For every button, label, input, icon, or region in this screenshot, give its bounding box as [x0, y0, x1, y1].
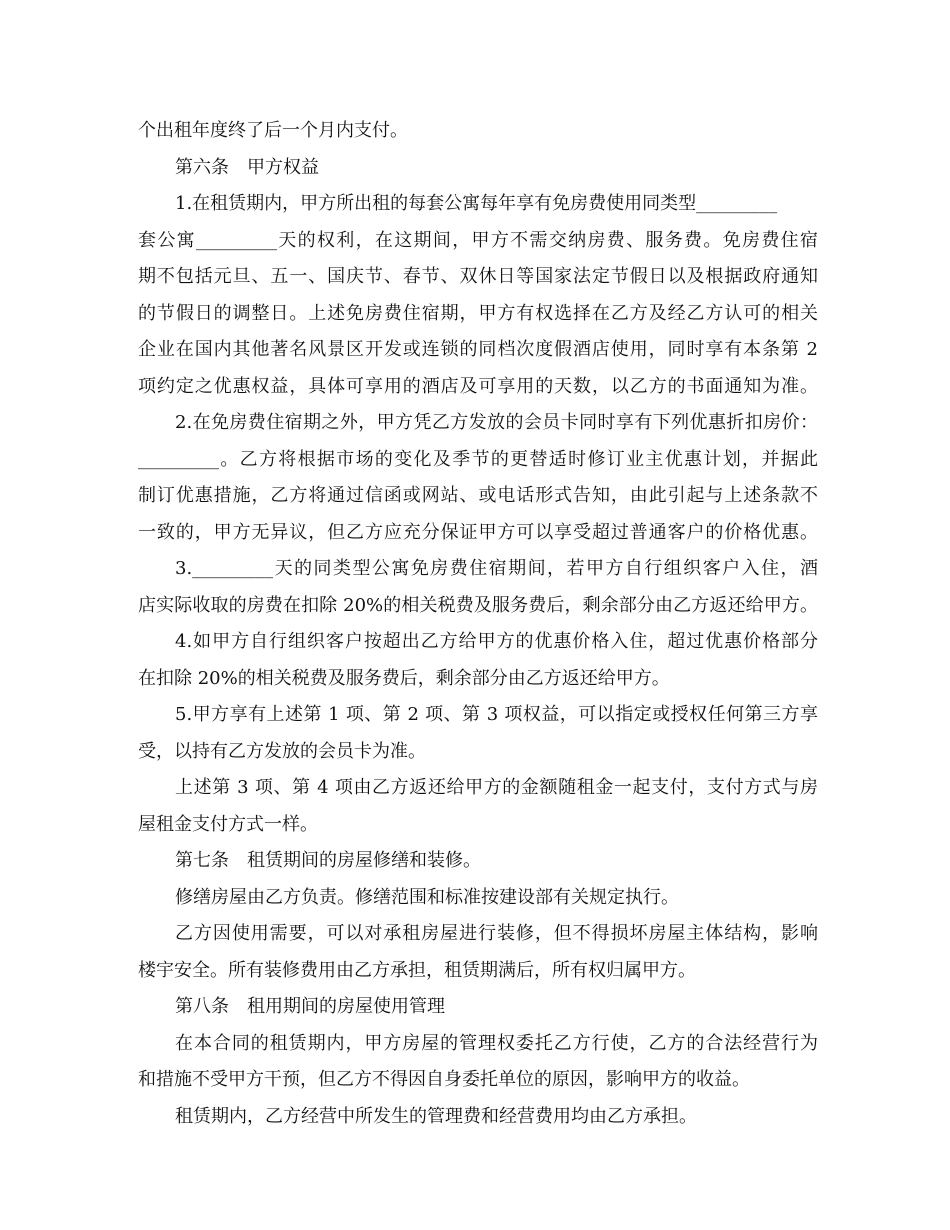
- text-line: 屋租金支付方式一样。: [138, 813, 318, 835]
- text-line: 3._________天的同类型公寓免房费住宿期间，若甲方自行组织客户入住，酒: [175, 558, 818, 579]
- text-line: 期不包括元旦、五一、国庆节、春节、双休日等国家法定节假日以及根据政府通知: [138, 266, 818, 287]
- text-line: 和措施不受甲方干预，但乙方不得因自身委托单位的原因，影响甲方的收益。: [138, 1069, 750, 1090]
- text-line: 店实际收取的房费在扣除 20%的相关税费及服务费后，剩余部分由乙方返还给甲方。: [138, 594, 818, 616]
- text-line: 1.在租赁期内，甲方所出租的每套公寓每年享有免房费使用同类型_________: [175, 193, 778, 214]
- text-line: 乙方因使用需要，可以对承租房屋进行装修，但不得损坏房屋主体结构，影响: [175, 923, 818, 944]
- text-line: 楼宇安全。所有装修费用由乙方承担，租赁期满后，所有权归属甲方。: [138, 959, 696, 981]
- text-line: 项约定之优惠权益，具体可享用的酒店及可享用的天数，以乙方的书面通知为准。: [138, 375, 818, 397]
- text-line: 的节假日的调整日。上述免房费住宿期，甲方有权选择在乙方及经乙方认可的相关: [138, 302, 818, 324]
- text-line: 租赁期内，乙方经营中所发生的管理费和经营费用均由乙方承担。: [175, 1105, 697, 1127]
- text-line: 个出租年度终了后一个月内支付。: [138, 120, 408, 141]
- text-line: 在本合同的租赁期内，甲方房屋的管理权委托乙方行使，乙方的合法经营行为: [175, 1032, 818, 1054]
- text-line: 第六条 甲方权益: [175, 156, 319, 178]
- text-line: 修缮房屋由乙方负责。修缮范围和标准按建设部有关规定执行。: [175, 886, 679, 908]
- text-line: 一致的，甲方无异议，但乙方应充分保证甲方可以享受超过普通客户的价格优惠。: [138, 521, 818, 543]
- text-line: _________。乙方将根据市场的变化及季节的更替适时修订业主优惠计划，并据此: [138, 448, 818, 470]
- text-line: 套公寓_________天的权利，在这期间，甲方不需交纳房费、服务费。免房费住宿: [138, 229, 818, 251]
- document-body: [138, 113, 818, 1135]
- text-line: 受，以持有乙方发放的会员卡为准。: [138, 740, 426, 762]
- text-line: 第八条 租用期间的房屋使用管理: [175, 996, 445, 1017]
- text-line: 4.如甲方自行组织客户按超出乙方给甲方的优惠价格入住，超过优惠价格部分: [175, 631, 818, 652]
- text-line: 制订优惠措施，乙方将通过信函或网站、或电话形式告知，由此引起与上述条款不: [138, 485, 818, 506]
- text-line: 第七条 租赁期间的房屋修缮和装修。: [175, 850, 481, 871]
- text-line: 2.在免房费住宿期之外，甲方凭乙方发放的会员卡同时享有下列优惠折扣房价：: [175, 412, 818, 433]
- text-line: 企业在国内其他著名风景区开发或连锁的同档次度假酒店使用，同时享有本条第 2: [138, 339, 818, 360]
- text-line: 5.甲方享有上述第 1 项、第 2 项、第 3 项权益，可以指定或授权任何第三方享: [175, 704, 818, 725]
- text-line: 在扣除 20%的相关税费及服务费后，剩余部分由乙方返还给甲方。: [138, 667, 670, 689]
- text-line: 上述第 3 项、第 4 项由乙方返还给甲方的金额随租金一起支付，支付方式与房: [175, 777, 818, 798]
